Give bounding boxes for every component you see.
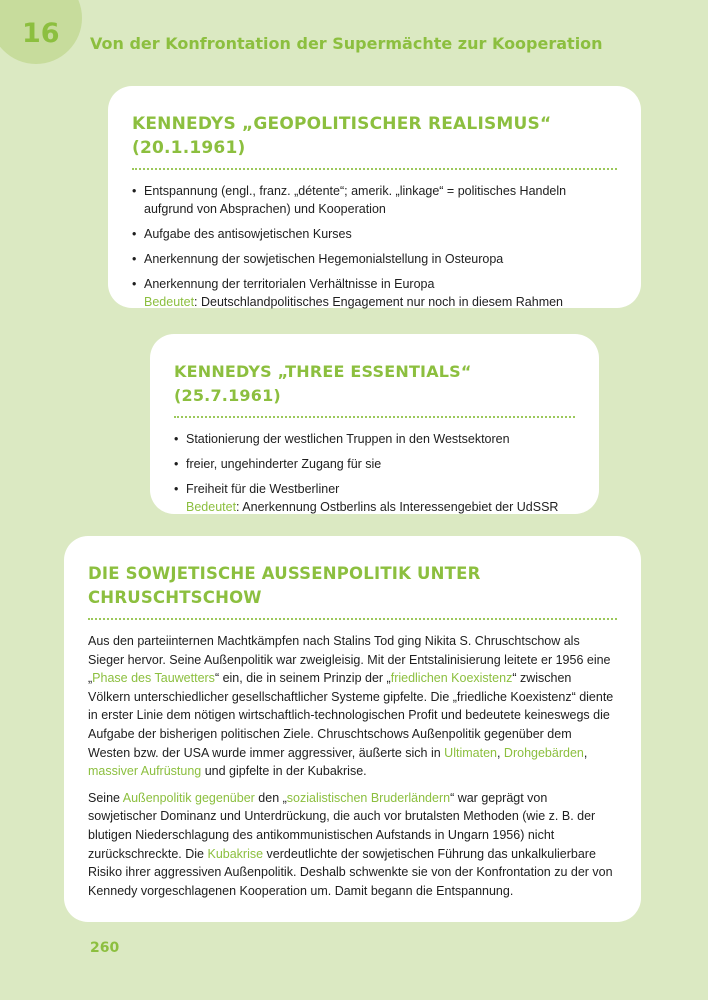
highlight-term: Außenpolitik gegenüber: [122, 790, 255, 805]
list-item: [132, 275, 617, 311]
highlight-term: sozialistischen Bruderländern: [286, 790, 451, 805]
card-heading: KENNEDYS „THREE ESSENTIALS“ (25.7.1961): [174, 360, 575, 418]
highlight-term: massiver Aufrüstung: [88, 764, 202, 779]
card-heading-line: CHRUSCHTSCHOW: [88, 588, 262, 607]
text-span: und gipfelte in der Kubakrise.: [201, 764, 367, 779]
card-three-essentials: [150, 334, 599, 514]
bullet-list: [174, 430, 575, 516]
list-item: • Stationierung der westlichen Truppen in den Westsektoren: [174, 430, 575, 448]
list-item: • Entspannung (engl., franz. „détente“; amerik. „linkage“ = politisches Handeln aufgrund von Absprachen) und Kooperation: [132, 182, 617, 218]
text-span: ,: [496, 745, 504, 760]
text-span: “ ein, die in seinem Prinzip der „: [214, 671, 391, 686]
meaning-label: Bedeutet: [186, 500, 237, 514]
text-span: “ zwischen Völkern unterschiedlicher gesellschaftlicher Systeme gipfelte. Die „friedliche Koexistenz“ diente in erster Linie dem nötigen wirtschaftlich-technologischen Profit und bedeutete keineswegs die Aufgabe der bisherigen politischen Ziele. Chruschtschows Außenpolitik gegenüber dem Westen bzw. der USA wurde immer aggressiver, äußerte sich in: [88, 671, 614, 760]
meaning-text: : Deutschlandpolitisches Engagement nur noch in diesem Rahmen: [194, 295, 564, 309]
list-item: • Anerkennung der sowjetischen Hegemonialstellung in Osteuropa: [132, 250, 617, 268]
paragraph: [88, 632, 617, 781]
paragraph: [88, 789, 617, 901]
text-span: Seine: [88, 790, 123, 805]
meaning-text: : Anerkennung Ostberlins als Interessengebiet der UdSSR: [236, 500, 559, 514]
list-item: • freier, ungehinderter Zugang für sie: [174, 455, 575, 473]
highlight-term: friedlichen Koexistenz: [390, 671, 513, 686]
meaning-label: Bedeutet: [144, 295, 195, 309]
card-heading: KENNEDYS „GEOPOLITISCHER REALISMUS“ (20.1.1961): [132, 112, 617, 170]
page-number: 260: [90, 940, 120, 956]
card-heading: [88, 562, 617, 620]
text-span: “ war geprägt von sowjetischer Dominanz und Unterdrückung, die auch vor brutalsten Methoden (wie z. B. der blutigen Niederschlagung des antikommunistischen Aufstands in Ungarn 1956) nicht zurückschreckte. Die: [88, 790, 596, 861]
text-span: ,: [583, 745, 588, 760]
page-title: Von der Konfrontation der Supermächte zur Kooperation: [90, 34, 603, 53]
list-item-text: Anerkennung der territorialen Verhältnisse in Europa: [144, 277, 435, 291]
highlight-term: Ultimaten: [444, 745, 497, 760]
bullet-list: [132, 182, 617, 311]
chapter-number: 16: [22, 18, 60, 49]
card-heading-line: DIE SOWJETISCHE AUSSENPOLITIK UNTER: [88, 564, 481, 583]
list-item-text: Freiheit für die Westberliner: [186, 482, 340, 496]
highlight-term: Phase des Tauwetters: [92, 671, 215, 686]
highlight-term: Kubakrise: [207, 846, 264, 861]
text-span: Aus den parteiinternen Machtkämpfen nach Stalins Tod ging Nikita S. Chruschtschow als Sieger hervor. Seine Außenpolitik war zweigleisig. Mit der Entstalinisierung leitete er 1956 eine „: [88, 634, 611, 686]
text-span: den „: [254, 790, 287, 805]
card-geopolitischer-realismus: [108, 86, 641, 308]
highlight-term: Drohgebärden: [503, 745, 584, 760]
list-item: [174, 480, 575, 516]
list-item: • Aufgabe des antisowjetischen Kurses: [132, 225, 617, 243]
text-span: verdeutlichte der sowjetischen Führung das unkalkulierbare Risiko ihrer aggressiven Außenpolitik. Deshalb schwenkte sie von der Konfrontation zu der von Kennedy vorgeschlagenen Kooperation um. Damit begann die Entspannung.: [88, 846, 613, 898]
card-sowjetische-aussenpolitik: [64, 536, 641, 922]
